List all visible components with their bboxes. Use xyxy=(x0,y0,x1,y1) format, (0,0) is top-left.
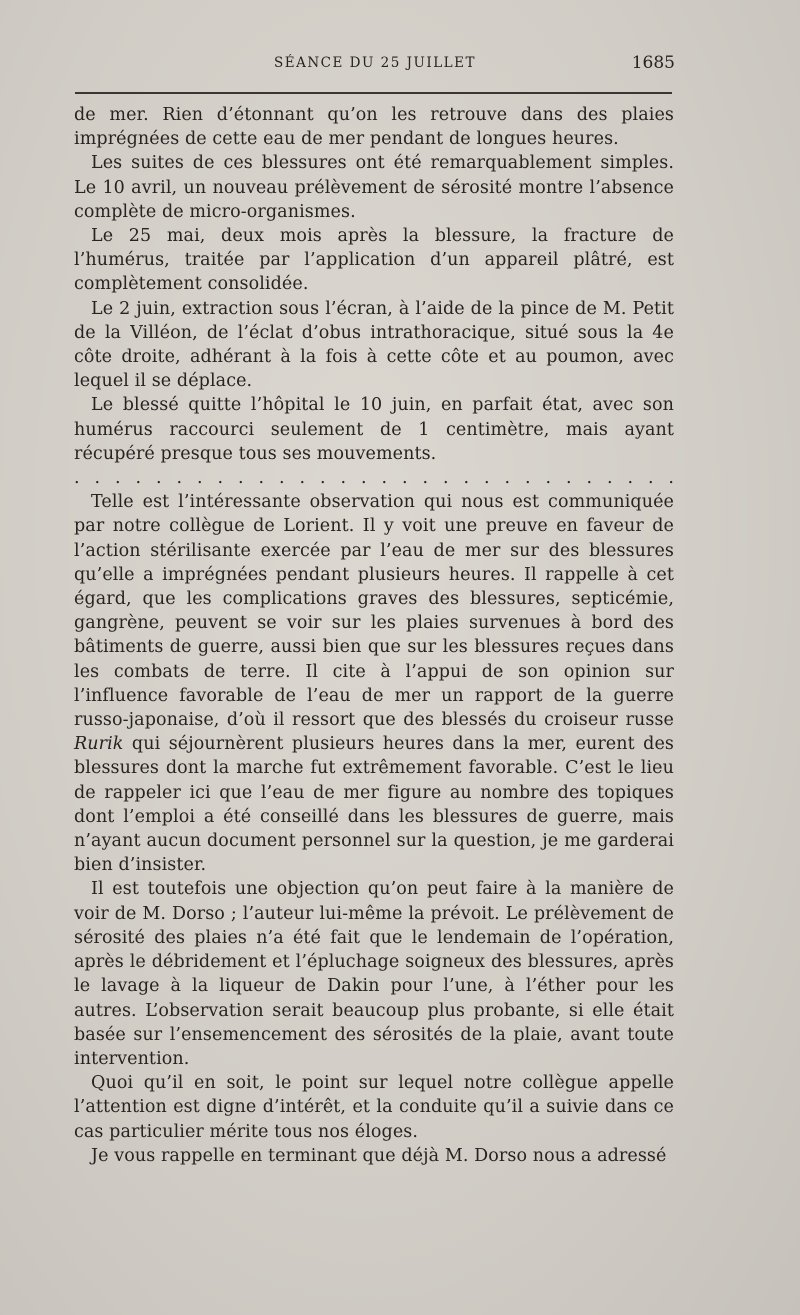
header-rule xyxy=(75,92,672,94)
paragraph-3: Le 25 mai, deux mois après la blessure, la fracture de l’humérus, traitée par l’application d’un appareil plâtré, est complètement consolidée. xyxy=(74,226,674,295)
paragraph-8: Quoi qu’il en soit, le point sur lequel notre collègue appelle l’attention est digne d’intérêt, et la conduite qu’il a suivie dans ce cas particulier mérite tous nos éloges. xyxy=(74,1073,674,1142)
paragraph-2: Les suites de ces blessures ont été remarquablement simples. Le 10 avril, un nouveau prélèvement de sérosité montre l’absence complète de micro-organismes. xyxy=(74,153,674,222)
page-header xyxy=(75,55,675,79)
ship-name: Rurik xyxy=(74,734,124,755)
paragraph-1: de mer. Rien d’étonnant qu’on les retrouve dans des plaies imprégnées de cette eau de mer pendant de longues heures. xyxy=(74,105,674,150)
paragraph-4: Le 2 juin, extraction sous l’écran, à l’aide de la pince de M. Petit de la Villéon, de l’éclat d’obus intrathoracique, situé sous la 4e côte droite, adhérant à la fois à cette côte et au poumon, avec lequel il se déplace. xyxy=(74,298,674,392)
paragraph-6 xyxy=(74,490,674,877)
body-text xyxy=(74,103,674,1168)
running-head: SÉANCE DU 25 JUILLET xyxy=(273,55,476,71)
paragraph-7: Il est toutefois une objection qu’on peut faire à la manière de voir de M. Dorso ; l’auteur lui-même la prévoit. Le prélèvement de sérosité des plaies n’a été fait que le lendemain de l’opération, après le débridement et l’épluchage soigneux des blessures, après le lavage à la liqueur de Dakin pour l’une, à l’éther pour les autres. L’observation serait beaucoup plus probante, si elle était basée sur l’ensemencement des sérosités de la plaie, avant toute intervention. xyxy=(74,879,674,1069)
paragraph-6-part-2: qui séjournèrent plusieurs heures dans la mer, eurent des blessures dont la marche fut extrêmement favorable. C’est le lieu de rappeler ici que l’eau de mer figure au nombre des topiques dont l’emploi a été conseillé dans les blessures de guerre, mais n’ayant aucun document personnel sur la question, je me garderai bien d’insister. xyxy=(74,734,674,876)
paragraph-6-part-1: Telle est l’intéressante observation qui nous est communiquée par notre collègue de Lorient. Il y voit une preuve en faveur de l’action stérilisante exercée par l’eau de mer sur des blessures qu’elle a imprégnées pendant plusieurs heures. Il rappelle à cet égard, que les complications graves des blessures, septicémie, gangrène, peuvent se voir sur les plaies survenues à bord des bâtiments de guerre, aussi bien que sur les blessures reçues dans les combats de terre. Il cite à l’appui de son opinion sur l’influence favorable de l’eau de mer un rapport de la guerre russo-japonaise, d’où il ressort que des blessés du croiseur russe xyxy=(74,492,674,731)
paragraph-5: Le blessé quitte l’hôpital le 10 juin, en parfait état, avec son humérus raccourci seulement de 1 centimètre, mais ayant récupéré presque tous ses mouvements. xyxy=(74,395,674,464)
ellipsis-row: . . . . . . . . . . . . . . . . . . . . . . . . . . . . . . xyxy=(74,468,674,489)
page-number: 1685 xyxy=(631,53,675,73)
paragraph-9: Je vous rappelle en terminant que déjà M. Dorso nous a adressé xyxy=(91,1145,667,1166)
